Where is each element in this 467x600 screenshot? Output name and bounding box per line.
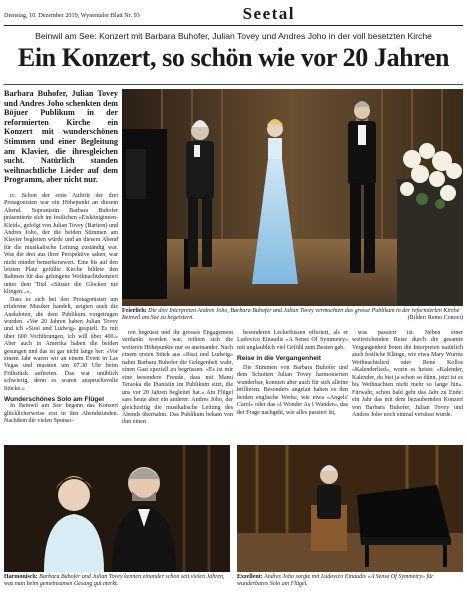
article-headline: Ein Konzert, so schön wie vor 20 Jahren (17, 43, 450, 72)
main-photo-caption (122, 308, 463, 322)
caption-label: Feierlich: (122, 308, 147, 314)
duet-photo (4, 445, 230, 572)
main-photo (122, 89, 463, 306)
body-paragraph: was passiert ist. Neben einer weitreichenden Reise durch die gesamte Vergangenheit boten die Interpreten natürlich auch festliche Klänge, wie etwa Mary Wurms Weihnachtslied oder René Kollos «Kalenderlied», worin es heisst: «Kalender, Kalender, du bist ja schon so dünn, jetzt ist es bis Weihnachten nicht mehr so lange hin». Fürwahr, schon bald geht das Jahr zu Ende: ein Jahr das mit dem bezaubernden Konzert von Barbara Buhofer, Julian Tovey und Andres Joho noch einmal versüsst wurde. (352, 330, 463, 418)
subhead-solo: Wunderschönes Solo am Flügel (4, 395, 104, 403)
caption-text: Barbara Buhofer und Julian Tovey kennen einander schon seit vielen Jahren, was man beim gemeinsamen Gesang gut merkt. (4, 574, 225, 588)
article-overline: Beinwil am See: Konzert mit Barbara Buhofer, Julian Tovey und Andres Joho in der voll besetzten Kirche (35, 31, 432, 41)
body-paragraph: Die Stimmen von Barbara Buhofer und dem Schotten Julian Tovey harmonierten wunderbar, konnten aber auch für sich alleine brillieren. Besonders angetan haben es den beiden englische Werke, wie etwa «Angels' Carol» oder das «I Wonder As I Wander», das der Frage nachgeht, wie alles passiert ist, (237, 364, 348, 416)
pianist-image (237, 445, 463, 572)
article-column-4 (352, 330, 463, 419)
caption-text: Die drei Interpreten Andres Joho, Barbara Buhofer und Julian Tovey vermochten das grosse Publikum in der reformierten Kirche Beinwil am See zu begeistern. (122, 308, 460, 322)
body-paragraph: besonderen Leckerbissen offeriert, als er Ludovico Einaudis «A Sense Of Symmetry» mit unglaublich viel Gefühl zum Besten gab. (237, 330, 348, 351)
duet-image (4, 445, 230, 572)
section-title: Seetal (242, 4, 295, 23)
duet-photo-caption (4, 574, 230, 588)
article-lead: Barbara Buhofer, Julian Tovey und Andres Joho schenkten dem Böjuer Publikum in der reformierten Kirche ein Konzert mit wunderschönen Stimmen und einer Begleitung am Klavier, die ihresgleichen sucht. Natürlich standen weihnachtliche Lieder auf dem Programm, aber nicht nur. (4, 89, 118, 185)
article-body-left (4, 193, 118, 426)
pianist-photo-caption (237, 574, 463, 588)
caption-text: Andres Joho sorgte mit Ludovico Einaudis «A Sense Of Symmetry» für wunderbares Solo am Flügel. (237, 574, 434, 588)
body-paragraph: In Beinwil am See begann das Konzert glücklicherweise erst in den Abendstunden. Nachdem die vielen Sponso- (4, 403, 118, 425)
body-paragraph: ren begrüsst und ihr grosses Engagement verdankt worden war, reihten sich die weiteren Höhepunkte nur so aneinander. Nach einem ersten Stück aus «Sissi und Ludwig» nahm Barbara Buhofer die Gelegenheit wahr, einen Gast speziell zu begrüssen. «Es ist mir eine besondere Freude, dass mit Mami Teraoka die Pianistin im Publikum sitzt, die uns vor 20 Jahren begleitet hat.» Am Flügel sass heute aber ein anderer: Andres Joho, der gleichzeitig die musikalische Leitung des Abends übernahm. Das Publikum bekam von ihm einen (122, 330, 233, 426)
pianist-photo (237, 445, 463, 572)
body-paragraph: rc. Schon der erste Auftritt der drei Protagonisten war ein Höhepunkt an diesem Abend. Sopranistin Barbara Buhofer präsentierte sich im festlichen «Eiskönigineen-Kleid», gefolgt von Julian Tovey (Bariton) und Andres Joho, der die beiden Stimmen am Klavier begleiten würde und an diesem Abend für die musikalische Leitung zuständig war. Was die drei aus ihrer Perspektive sahen, war nicht minder bemerkenswert. Eine bis auf den letzten Platz gefüllte Kirche bildete den Rahmen für das gelungene Weihnachtskonzert unter dem Titel «Süsser die Glocken nie klingen...». (4, 193, 118, 296)
photo-credit: (Bilder: Remo Conoci) (407, 315, 463, 322)
body-paragraph: Dass es sich bei den Protagonisten um erfahrene Musiker handelt, zeigten auch die Anekdoten, die dem Publikum vorgetragen wurden. «Vor 20 Jahren haben Julian Tovey und ich «Sissi und Ludwig» gespielt. Es mit über 600 Vorführungen, ich will über 400.» Aber auch in Amerika haben die beiden gesungen und das ist gar nicht lange her: «Vor einem Jahr waren wir an einem Event in Las Vegas und mussten um 07.30 Uhr beim Frühstück auftreten. Das war unüblich schwierig, denn es waren anspruchsvolle Stücke.» (4, 296, 118, 392)
article-column-2 (122, 330, 233, 427)
performers-image (122, 89, 463, 306)
headline-divider (4, 84, 463, 85)
page-header (4, 4, 463, 26)
article-column-3 (237, 330, 348, 417)
date-issue: Dienstag, 10. Dezember 2019, Wynentaler Blatt Nr. 93 (4, 12, 140, 19)
caption-label: Exzellent: (237, 574, 263, 580)
subhead-reise: Reise in die Vergangenheit (237, 355, 321, 363)
caption-label: Harmonisch: (4, 574, 38, 580)
